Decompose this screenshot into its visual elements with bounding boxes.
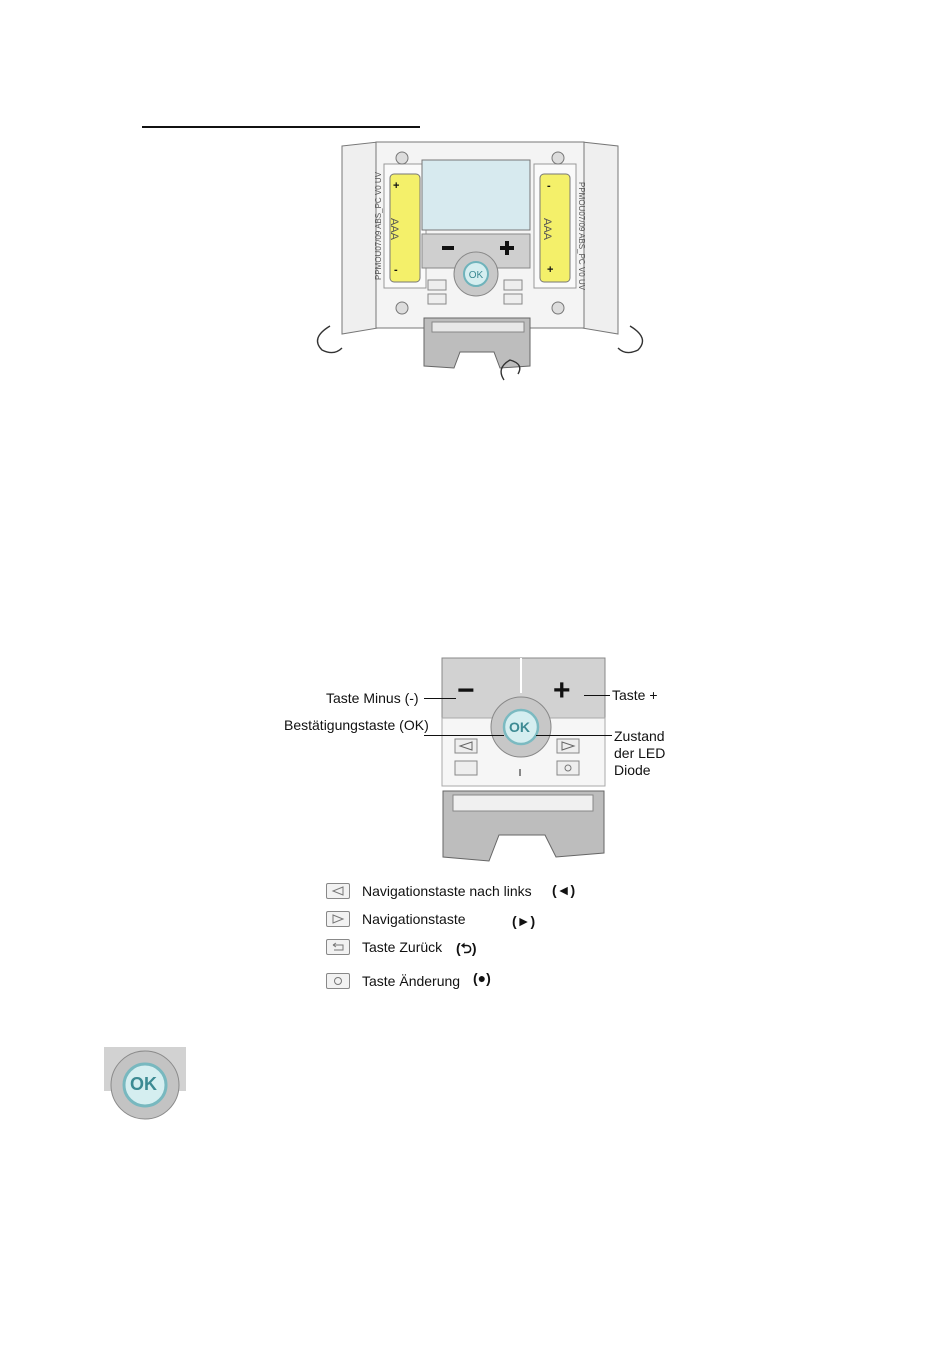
left-battery-label: AAA xyxy=(388,218,400,241)
plus-callout-line xyxy=(584,695,610,696)
screw-bottom-left xyxy=(396,302,408,314)
led-callout-1: Zustand xyxy=(614,728,665,744)
lcd-screen xyxy=(422,160,530,230)
ok-thumb-label: OK xyxy=(130,1074,157,1094)
left-cover-flap xyxy=(342,142,378,334)
back-key xyxy=(455,761,477,775)
back-icon xyxy=(326,939,350,955)
led-mark xyxy=(519,769,521,776)
left-nav-key xyxy=(455,739,477,753)
ok-label: OK xyxy=(468,270,484,281)
left-key xyxy=(428,280,446,290)
back-key xyxy=(428,294,446,304)
legend-back xyxy=(326,935,442,959)
legend-text: Navigationstaste xyxy=(362,911,466,927)
right-triangle-icon xyxy=(326,911,350,927)
heading-underline xyxy=(142,126,420,128)
legend-right-nav xyxy=(326,907,466,931)
led-callout-3: Diode xyxy=(614,762,651,778)
legend-text: Taste Zurück xyxy=(362,939,443,955)
ok-key-label: OK xyxy=(509,719,530,735)
led-callout-2: der LED xyxy=(614,745,666,761)
stand-slot xyxy=(453,795,593,811)
legend-left-nav xyxy=(326,879,532,903)
rotate-arrow-left xyxy=(318,326,343,353)
legend-symbol: (●) xyxy=(473,970,491,986)
right-key xyxy=(504,280,522,290)
plus-key-callout: Taste + xyxy=(612,687,658,703)
rotate-arrow-right xyxy=(618,326,643,353)
right-side-print: PPMOU07/09 ABS_PC V0 UV xyxy=(577,182,586,291)
left-battery-minus: - xyxy=(394,264,398,276)
screw-top-right xyxy=(552,152,564,164)
plus-key-symbol: + xyxy=(553,674,571,707)
legend-symbol: (►) xyxy=(512,913,536,929)
ok-key-callout: Bestätigungstaste (OK) xyxy=(284,717,429,733)
minus-key-callout: Taste Minus (-) xyxy=(326,690,419,706)
minus-symbol xyxy=(442,246,454,250)
legend-text: Navigationstaste nach links xyxy=(362,883,532,899)
left-triangle-icon xyxy=(326,883,350,899)
right-battery-label: AAA xyxy=(541,218,553,241)
plus-symbol-v xyxy=(505,241,509,255)
screw-bottom-right xyxy=(552,302,564,314)
minus-key-symbol: − xyxy=(457,674,475,707)
led-callout-line xyxy=(536,735,612,736)
circle-icon xyxy=(326,973,350,989)
legend-symbol: (⮌) xyxy=(456,940,477,956)
ok-callout-line xyxy=(424,735,504,736)
legend-text: Taste Änderung xyxy=(362,973,461,989)
right-cover-flap xyxy=(582,142,618,334)
legend-change xyxy=(326,969,460,993)
stand-slot xyxy=(432,322,524,332)
change-key xyxy=(504,294,522,304)
minus-callout-line xyxy=(424,698,456,699)
right-nav-key xyxy=(557,739,579,753)
legend-symbol: (◄) xyxy=(552,882,576,898)
screw-top-left xyxy=(396,152,408,164)
change-key xyxy=(557,761,579,775)
left-battery-plus: + xyxy=(393,180,400,192)
left-side-print: PPMOU07/09 ABS_PC V0 UV xyxy=(374,171,383,280)
device-open-illustration xyxy=(300,138,660,388)
right-battery-minus: - xyxy=(547,180,551,192)
right-battery-plus: + xyxy=(547,264,554,276)
